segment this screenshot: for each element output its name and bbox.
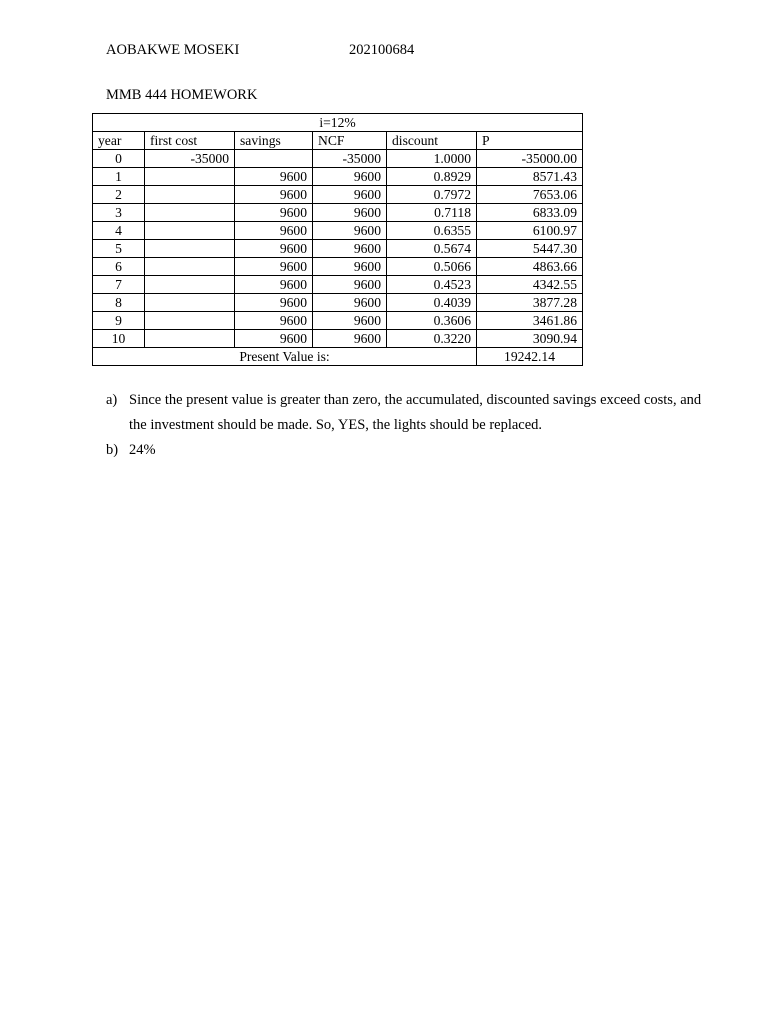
npv-table-body bbox=[93, 114, 583, 366]
first-cost-cell bbox=[145, 186, 235, 204]
savings-cell: 9600 bbox=[235, 276, 313, 294]
savings-cell: 9600 bbox=[235, 258, 313, 276]
column-header: P bbox=[477, 132, 583, 150]
first-cost-cell bbox=[145, 168, 235, 186]
table-row bbox=[93, 150, 583, 168]
ncf-cell: 9600 bbox=[313, 294, 387, 312]
table-row bbox=[93, 186, 583, 204]
savings-cell: 9600 bbox=[235, 240, 313, 258]
present-value-cell: 8571.43 bbox=[477, 168, 583, 186]
savings-cell: 9600 bbox=[235, 168, 313, 186]
savings-cell: 9600 bbox=[235, 186, 313, 204]
ncf-cell: 9600 bbox=[313, 330, 387, 348]
savings-cell: 9600 bbox=[235, 312, 313, 330]
column-header: savings bbox=[235, 132, 313, 150]
first-cost-cell bbox=[145, 222, 235, 240]
first-cost-cell bbox=[145, 330, 235, 348]
year-cell: 2 bbox=[93, 186, 145, 204]
first-cost-cell bbox=[145, 204, 235, 222]
year-cell: 4 bbox=[93, 222, 145, 240]
discount-cell: 0.7972 bbox=[387, 186, 477, 204]
table-row bbox=[93, 330, 583, 348]
answer-item bbox=[106, 438, 706, 463]
discount-cell: 0.4523 bbox=[387, 276, 477, 294]
discount-cell: 0.5066 bbox=[387, 258, 477, 276]
rate-row bbox=[93, 114, 583, 132]
first-cost-cell: -35000 bbox=[145, 150, 235, 168]
document-title: MMB 444 HOMEWORK bbox=[106, 87, 258, 103]
year-cell: 5 bbox=[93, 240, 145, 258]
ncf-cell: 9600 bbox=[313, 312, 387, 330]
present-value-cell: 4863.66 bbox=[477, 258, 583, 276]
table-row bbox=[93, 276, 583, 294]
discount-cell: 0.4039 bbox=[387, 294, 477, 312]
present-value-cell: 5447.30 bbox=[477, 240, 583, 258]
first-cost-cell bbox=[145, 276, 235, 294]
year-cell: 1 bbox=[93, 168, 145, 186]
present-value-cell: -35000.00 bbox=[477, 150, 583, 168]
first-cost-cell bbox=[145, 258, 235, 276]
ncf-cell: 9600 bbox=[313, 222, 387, 240]
present-value-cell: 3090.94 bbox=[477, 330, 583, 348]
savings-cell: 9600 bbox=[235, 330, 313, 348]
header-name: AOBAKWE MOSEKI bbox=[106, 42, 240, 58]
column-header: year bbox=[93, 132, 145, 150]
table-row bbox=[93, 294, 583, 312]
total-row bbox=[93, 348, 583, 366]
student-number: 202100684 bbox=[349, 42, 415, 58]
savings-cell: 9600 bbox=[235, 294, 313, 312]
discount-cell: 0.7118 bbox=[387, 204, 477, 222]
ncf-cell: 9600 bbox=[313, 240, 387, 258]
discount-cell: 0.8929 bbox=[387, 168, 477, 186]
first-cost-cell bbox=[145, 240, 235, 258]
present-value-cell: 4342.55 bbox=[477, 276, 583, 294]
column-header: NCF bbox=[313, 132, 387, 150]
discount-cell: 0.6355 bbox=[387, 222, 477, 240]
present-value-cell: 6833.09 bbox=[477, 204, 583, 222]
rate-label: i=12% bbox=[93, 114, 583, 132]
present-value-cell: 6100.97 bbox=[477, 222, 583, 240]
year-cell: 3 bbox=[93, 204, 145, 222]
first-cost-cell bbox=[145, 294, 235, 312]
column-header: first cost bbox=[145, 132, 235, 150]
savings-cell: 9600 bbox=[235, 222, 313, 240]
year-cell: 10 bbox=[93, 330, 145, 348]
first-cost-cell bbox=[145, 312, 235, 330]
discount-cell: 1.0000 bbox=[387, 150, 477, 168]
discount-cell: 0.5674 bbox=[387, 240, 477, 258]
answer-text: Since the present value is greater than zero, the accumulated, discounted savings exceed costs, and the investment should be made. So, YES, the lights should be replaced. bbox=[129, 392, 702, 433]
answer-marker: a) bbox=[106, 392, 118, 408]
year-cell: 7 bbox=[93, 276, 145, 294]
year-cell: 8 bbox=[93, 294, 145, 312]
table-row bbox=[93, 204, 583, 222]
answers-list bbox=[106, 388, 706, 463]
discount-cell: 0.3606 bbox=[387, 312, 477, 330]
savings-cell: 9600 bbox=[235, 204, 313, 222]
answer-text: 24% bbox=[129, 442, 156, 458]
ncf-cell: 9600 bbox=[313, 276, 387, 294]
npv-table bbox=[92, 113, 583, 366]
answer-marker: b) bbox=[106, 442, 119, 458]
table-row bbox=[93, 240, 583, 258]
ncf-cell: 9600 bbox=[313, 168, 387, 186]
total-label: Present Value is: bbox=[93, 348, 477, 366]
ncf-cell: 9600 bbox=[313, 186, 387, 204]
year-cell: 0 bbox=[93, 150, 145, 168]
table-row bbox=[93, 258, 583, 276]
ncf-cell: 9600 bbox=[313, 258, 387, 276]
table-row bbox=[93, 168, 583, 186]
ncf-cell: -35000 bbox=[313, 150, 387, 168]
savings-cell bbox=[235, 150, 313, 168]
column-header-row bbox=[93, 132, 583, 150]
year-cell: 9 bbox=[93, 312, 145, 330]
present-value-cell: 3461.86 bbox=[477, 312, 583, 330]
total-value: 19242.14 bbox=[477, 348, 583, 366]
column-header: discount bbox=[387, 132, 477, 150]
table-row bbox=[93, 222, 583, 240]
discount-cell: 0.3220 bbox=[387, 330, 477, 348]
present-value-cell: 7653.06 bbox=[477, 186, 583, 204]
answer-item bbox=[106, 388, 706, 438]
year-cell: 6 bbox=[93, 258, 145, 276]
table-row bbox=[93, 312, 583, 330]
ncf-cell: 9600 bbox=[313, 204, 387, 222]
present-value-cell: 3877.28 bbox=[477, 294, 583, 312]
